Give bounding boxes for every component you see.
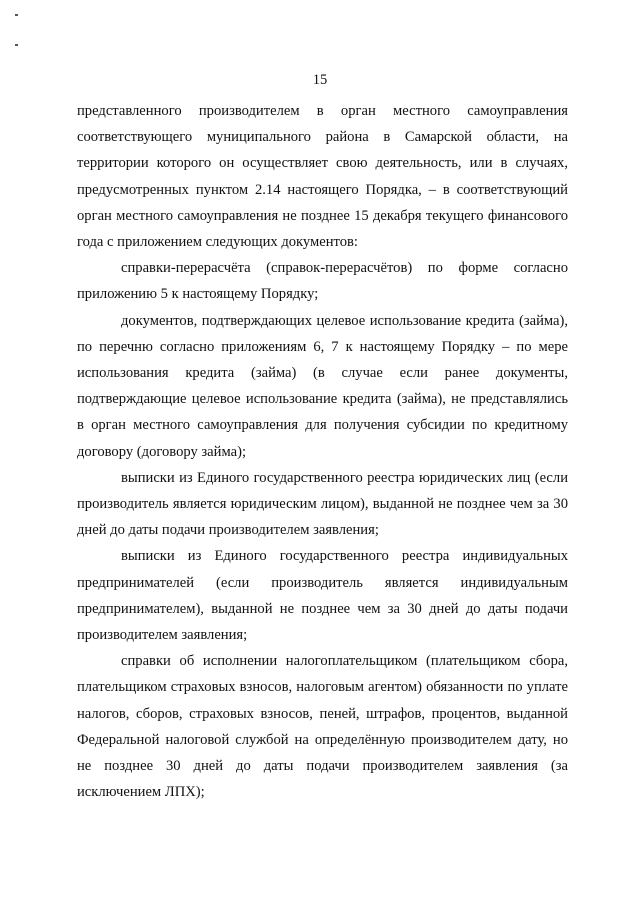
paragraph-legal-entity-extract: выписки из Единого государственного реестра юридических лиц (если производитель является юридическим лицом), выданной не позднее чем за 30 дней до даты подачи производителем заявления;	[77, 469, 568, 539]
paragraph-continuation: представленного производителем в орган местного самоуправления соответствующего муниципального района в Самарской области, на территории которого он осуществляет свою деятельность, или в случаях, предусмотренных пунктом 2.14 настоящего Порядка, – в соответствующий орган местного самоуправления не позднее 15 декабря текущего финансового года с приложением следующих документов:	[77, 103, 568, 251]
page-number: 15	[312, 72, 328, 88]
scan-artifact-mark	[15, 44, 18, 46]
paragraph-recalculation-certificate: справки-перерасчёта (справок-перерасчётов) по форме согласно приложению 5 к настоящему Порядку;	[77, 260, 568, 303]
document-body	[77, 98, 568, 805]
paragraph-entrepreneur-extract: выписки из Единого государственного реестра индивидуальных предпринимателей (если производитель является индивидуальным предпринимателем), выданной не позднее чем за 30 дней до даты подачи производителем заявления;	[77, 548, 568, 644]
paragraph-tax-certificate: справки об исполнении налогоплательщиком (плательщиком сбора, плательщиком страховых взносов, налоговым агентом) обязанности по уплате налогов, сборов, страховых взносов, пеней, штрафов, процентов, выданной Федеральной налоговой службой на определённую производителем дату, но не позднее 30 дней до даты подачи производителем заявления (за исключением ЛПХ);	[77, 653, 568, 801]
scan-artifact-mark	[15, 14, 18, 16]
paragraph-loan-use-documents: документов, подтверждающих целевое использование кредита (займа), по перечню согласно приложениям 6, 7 к настоящему Порядку – по мере использования кредита (займа) (в случае если ранее документы, подтверждающие целевое использование кредита (займа), не представлялись в орган местного самоуправления для получения субсидии по кредитному договору (договору займа);	[77, 312, 568, 460]
